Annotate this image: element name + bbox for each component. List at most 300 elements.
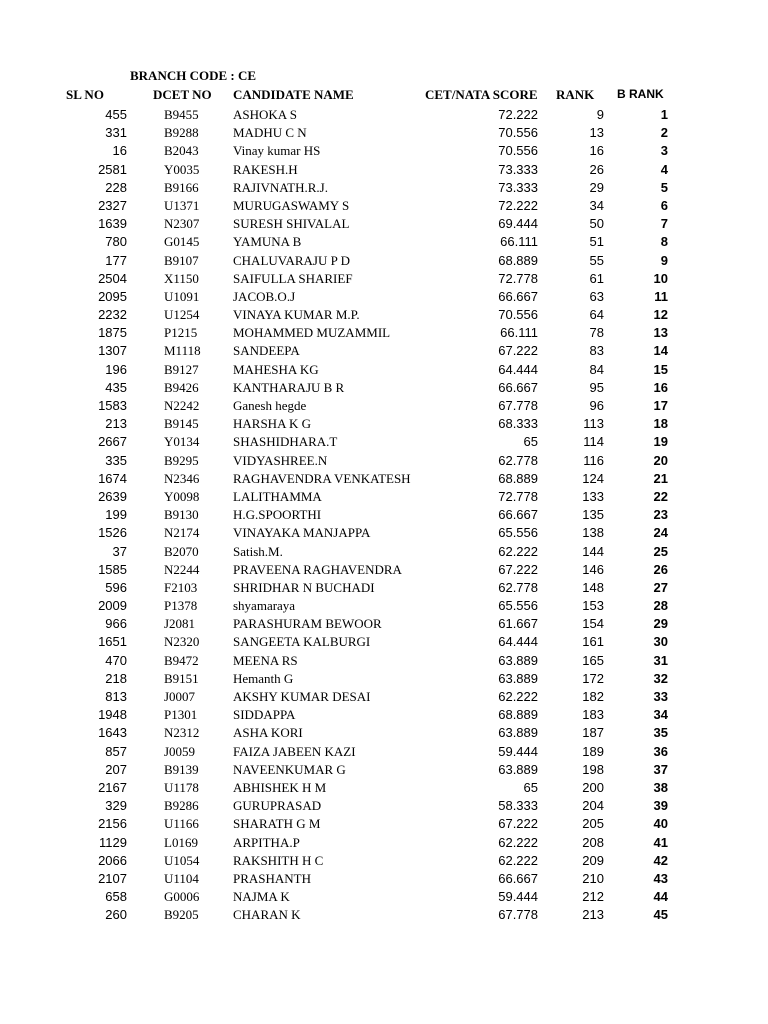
candidate-name-cell: SURESH SHIVALAL [233,216,350,232]
candidate-name-cell: ASHA KORI [233,725,303,741]
rank-cell: 26 [589,161,604,177]
b-rank-cell: 28 [653,598,668,614]
rank-cell: 96 [589,398,604,413]
rank-cell: 29 [589,179,604,195]
candidate-name-cell: LALITHAMMA [233,488,322,504]
sl-no-cell: 1875 [98,325,127,341]
b-rank-cell: 3 [660,143,668,159]
candidate-name-cell: ARPITHA.P [233,834,300,850]
score-cell: 72.222 [498,197,538,213]
dcet-no-cell: U1166 [164,816,199,832]
sl-no-cell: 2107 [98,870,127,886]
sl-no-cell: 1674 [98,470,127,486]
candidate-name-cell: ASHOKA S [233,107,297,122]
score-cell: 66.667 [498,288,538,304]
table-row [0,433,768,451]
sl-no-cell: 213 [105,416,127,432]
sl-no-cell: 2167 [98,779,127,795]
table-row [0,688,768,706]
sl-no-cell: 2232 [98,307,127,323]
rank-cell: 208 [582,834,604,850]
score-cell: 63.889 [498,761,538,777]
rank-cell: 161 [582,634,604,650]
candidate-name-cell: MEENA RS [233,652,298,668]
score-cell: 66.111 [500,234,538,250]
table-row [0,106,768,124]
dcet-no-cell: J0007 [164,689,196,704]
dcet-no-cell: X1150 [164,270,199,286]
sl-no-cell: 207 [105,761,127,777]
table-row [0,252,768,270]
dcet-no-cell: U1054 [164,852,200,868]
candidate-name-cell: AKSHY KUMAR DESAI [233,689,371,704]
score-cell: 62.222 [498,543,538,559]
score-cell: 73.333 [498,161,538,177]
b-rank-cell: 13 [653,325,668,341]
sl-no-cell: 1307 [98,343,127,359]
b-rank-cell: 8 [660,234,668,250]
rank-cell: 133 [582,488,604,504]
rank-cell: 135 [582,507,604,523]
dcet-no-cell: U1091 [164,288,200,304]
table-row [0,397,768,415]
sl-no-cell: 2639 [98,488,127,504]
rank-cell: 61 [589,270,604,286]
b-rank-cell: 33 [653,689,668,704]
sl-no-cell: 335 [105,452,127,468]
dcet-no-cell: B2043 [164,143,199,159]
score-cell: 72.778 [498,488,538,504]
sl-no-cell: 260 [105,907,127,923]
b-rank-cell: 14 [653,343,668,359]
rank-cell: 212 [582,889,604,905]
candidate-name-cell: FAIZA JABEEN KAZI [233,743,356,759]
table-row [0,852,768,870]
rank-cell: 95 [589,379,604,395]
rank-cell: 198 [582,761,604,777]
score-cell: 66.667 [498,870,538,886]
dcet-no-cell: L0169 [164,834,198,850]
b-rank-cell: 23 [653,507,668,523]
table-row [0,379,768,397]
score-cell: 72.778 [498,270,538,286]
sl-no-cell: 177 [105,252,127,268]
score-cell: 68.889 [498,470,538,486]
b-rank-cell: 20 [653,452,668,468]
table-row [0,579,768,597]
candidate-name-cell: GURUPRASAD [233,798,322,814]
candidate-name-cell: VIDYASHREE.N [233,452,328,468]
sl-no-cell: 2327 [98,197,127,213]
b-rank-cell: 26 [653,561,668,577]
b-rank-cell: 29 [653,616,668,632]
dcet-no-cell: B9295 [164,452,199,468]
b-rank-cell: 27 [653,579,668,595]
rank-cell: 124 [582,470,604,486]
candidate-name-cell: ABHISHEK H M [233,779,327,795]
header-candidate-name: CANDIDATE NAME [233,87,354,102]
candidate-name-cell: shyamaraya [233,598,296,614]
sl-no-cell: 2009 [98,598,127,614]
score-cell: 58.333 [498,798,538,814]
candidate-name-cell: Satish.M. [233,543,283,559]
dcet-no-cell: B9107 [164,252,199,268]
sl-no-cell: 780 [105,234,127,250]
dcet-no-cell: G0006 [164,889,200,905]
dcet-no-cell: Y0098 [164,488,200,504]
rank-cell: 63 [589,288,604,304]
candidate-name-cell: Vinay kumar HS [233,143,321,159]
b-rank-cell: 35 [653,725,668,741]
table-row [0,561,768,579]
rank-cell: 172 [582,670,604,686]
dcet-no-cell: N2174 [164,525,200,541]
dcet-no-cell: B9426 [164,379,199,395]
dcet-no-cell: N2320 [164,634,200,650]
rank-cell: 16 [589,143,604,159]
candidate-name-cell: SIDDAPPA [233,707,296,723]
score-cell: 64.444 [498,361,538,377]
table-row [0,706,768,724]
dcet-no-cell: U1178 [164,779,199,795]
sl-no-cell: 435 [105,379,127,395]
score-cell: 65 [523,434,538,450]
rank-cell: 113 [583,416,604,432]
table-row [0,761,768,779]
b-rank-cell: 2 [660,125,668,141]
rank-cell: 13 [589,125,604,141]
sl-no-cell: 1948 [98,707,127,723]
table-row [0,415,768,433]
candidate-name-cell: MOHAMMED MUZAMMIL [233,325,391,341]
table-row [0,506,768,524]
score-cell: 59.444 [498,743,538,759]
score-cell: 67.222 [498,816,538,832]
dcet-no-cell: B9472 [164,652,199,668]
dcet-no-cell: B9145 [164,416,199,432]
candidate-name-cell: MAHESHA KG [233,361,319,377]
b-rank-cell: 42 [653,852,668,868]
table-row [0,215,768,233]
candidate-name-cell: Ganesh hegde [233,398,307,413]
b-rank-cell: 18 [653,416,668,432]
table-row [0,615,768,633]
b-rank-cell: 6 [660,197,668,213]
sl-no-cell: 966 [105,616,127,632]
table-row [0,161,768,179]
candidate-name-cell: SAIFULLA SHARIEF [233,270,353,286]
dcet-no-cell: P1301 [164,707,198,723]
table-row [0,488,768,506]
score-cell: 63.889 [498,652,538,668]
sl-no-cell: 1643 [98,725,127,741]
dcet-no-cell: J2081 [164,616,196,632]
dcet-no-cell: U1371 [164,197,200,213]
table-row [0,779,768,797]
candidate-name-cell: SHASHIDHARA.T [233,434,338,450]
b-rank-cell: 25 [653,543,668,559]
rank-cell: 209 [582,852,604,868]
score-cell: 70.556 [498,143,538,159]
b-rank-cell: 15 [653,361,668,377]
dcet-no-cell: P1378 [164,598,198,614]
table-row [0,543,768,561]
rank-cell: 55 [589,252,604,268]
score-cell: 68.889 [498,707,538,723]
candidate-name-cell: RAKESH.H [233,161,298,177]
rank-cell: 200 [582,779,604,795]
candidate-name-cell: PRASHANTH [233,870,312,886]
table-row [0,724,768,742]
table-row [0,306,768,324]
rank-cell: 182 [582,689,604,704]
b-rank-cell: 22 [653,488,668,504]
score-cell: 69.444 [498,216,538,232]
candidate-name-cell: RAJIVNATH.R.J. [233,179,328,195]
rank-cell: 153 [582,598,604,614]
rank-cell: 154 [582,616,604,632]
b-rank-cell: 41 [653,834,668,850]
rank-cell: 204 [582,798,604,814]
sl-no-cell: 658 [105,889,127,905]
b-rank-cell: 36 [653,743,668,759]
candidate-name-cell: NAJMA K [233,889,290,905]
candidate-name-cell: RAGHAVENDRA VENKATESH [233,470,411,486]
rank-cell: 34 [589,197,604,213]
score-cell: 67.222 [498,561,538,577]
b-rank-cell: 1 [660,107,668,122]
branch-code-title: BRANCH CODE : CE [130,68,257,83]
sl-no-cell: 2066 [98,852,127,868]
rank-cell: 205 [582,816,604,832]
b-rank-cell: 31 [653,652,668,668]
candidate-name-cell: VINAYAKA MANJAPPA [233,525,371,541]
dcet-no-cell: B9139 [164,761,199,777]
b-rank-cell: 40 [653,816,668,832]
dcet-no-cell: N2346 [164,470,200,486]
table-row [0,670,768,688]
score-cell: 66.667 [498,379,538,395]
b-rank-cell: 5 [660,179,668,195]
score-cell: 59.444 [498,889,538,905]
table-row [0,452,768,470]
table-row [0,888,768,906]
score-cell: 67.778 [498,398,538,413]
dcet-no-cell: N2307 [164,216,200,232]
sl-no-cell: 2504 [98,270,127,286]
sl-no-cell: 1526 [98,525,127,541]
candidate-name-cell: MADHU C N [233,125,307,141]
rank-cell: 213 [582,907,604,923]
sl-no-cell: 596 [105,579,127,595]
dcet-no-cell: B9151 [164,670,199,686]
score-cell: 62.222 [498,834,538,850]
score-cell: 72.222 [498,107,538,122]
sl-no-cell: 331 [105,125,127,141]
sl-no-cell: 228 [105,179,127,195]
candidate-name-cell: YAMUNA B [233,234,302,250]
table-row [0,361,768,379]
dcet-no-cell: M1118 [164,343,201,359]
table-row [0,597,768,615]
b-rank-cell: 32 [653,670,668,686]
candidate-name-cell: Hemanth G [233,670,294,686]
candidate-name-cell: SHARATH G M [233,816,321,832]
dcet-no-cell: N2312 [164,725,200,741]
dcet-no-cell: U1254 [164,307,200,323]
b-rank-cell: 10 [653,270,668,286]
dcet-no-cell: B9127 [164,361,199,377]
table-row [0,233,768,251]
dcet-no-cell: Y0134 [164,434,200,450]
sl-no-cell: 1639 [98,216,127,232]
sl-no-cell: 1129 [99,834,127,850]
dcet-no-cell: U1104 [164,870,199,886]
sl-no-cell: 2581 [98,161,127,177]
dcet-no-cell: B9130 [164,507,199,523]
sl-no-cell: 2156 [98,816,127,832]
dcet-no-cell: B2070 [164,543,199,559]
rank-cell: 84 [589,361,604,377]
table-row [0,906,768,924]
header-dcet-no: DCET NO [153,87,212,102]
table-row [0,652,768,670]
candidate-name-cell: HARSHA K G [233,416,312,432]
dcet-no-cell: B9205 [164,907,199,923]
score-cell: 65.556 [498,598,538,614]
b-rank-cell: 43 [653,870,668,886]
dcet-no-cell: B9166 [164,179,199,195]
candidate-name-cell: KANTHARAJU B R [233,379,345,395]
candidate-name-cell: SANDEEPA [233,343,300,359]
rank-cell: 165 [582,652,604,668]
b-rank-cell: 16 [653,379,668,395]
dcet-no-cell: J0059 [164,743,196,759]
header-sl-no: SL NO [66,87,104,102]
score-cell: 66.111 [500,325,538,341]
b-rank-cell: 21 [653,470,668,486]
table-row [0,470,768,488]
dcet-no-cell: B9286 [164,798,199,814]
rank-cell: 189 [582,743,604,759]
score-cell: 65.556 [498,525,538,541]
b-rank-cell: 12 [653,307,668,323]
sl-no-cell: 2095 [98,288,127,304]
score-cell: 63.889 [498,725,538,741]
b-rank-cell: 4 [660,161,668,177]
table-row [0,270,768,288]
candidate-name-cell: CHARAN K [233,907,301,923]
b-rank-cell: 11 [654,288,668,304]
sl-no-cell: 455 [105,107,127,122]
b-rank-cell: 38 [653,779,668,795]
score-cell: 61.667 [498,616,538,632]
b-rank-cell: 34 [653,707,668,723]
score-cell: 70.556 [498,307,538,323]
candidate-name-cell: SANGEETA KALBURGI [233,634,371,650]
score-cell: 64.444 [498,634,538,650]
b-rank-cell: 17 [653,398,668,413]
score-cell: 62.222 [498,689,538,704]
dcet-no-cell: N2242 [164,398,200,413]
table-row [0,834,768,852]
score-cell: 73.333 [498,179,538,195]
score-cell: 62.222 [498,852,538,868]
sl-no-cell: 1585 [98,561,127,577]
sl-no-cell: 329 [105,798,127,814]
dcet-no-cell: F2103 [164,579,198,595]
dcet-no-cell: G0145 [164,234,200,250]
candidate-name-cell: NAVEENKUMAR G [233,761,346,777]
rank-cell: 138 [582,525,604,541]
rank-cell: 83 [589,343,604,359]
b-rank-cell: 30 [653,634,668,650]
rank-cell: 144 [582,543,604,559]
header-score: CET/NATA SCORE [425,87,538,102]
table-row [0,124,768,142]
score-cell: 65 [523,779,538,795]
rank-cell: 114 [583,434,604,450]
dcet-no-cell: B9288 [164,125,199,141]
table-row [0,142,768,160]
b-rank-cell: 45 [653,907,668,923]
score-cell: 68.889 [498,252,538,268]
rank-cell: 51 [589,234,604,250]
sl-no-cell: 1651 [98,634,127,650]
table-row [0,342,768,360]
candidate-table [0,106,768,924]
score-cell: 67.222 [498,343,538,359]
dcet-no-cell: Y0035 [164,161,200,177]
table-row [0,524,768,542]
sl-no-cell: 2667 [98,434,127,450]
sl-no-cell: 218 [105,670,127,686]
table-row [0,288,768,306]
score-cell: 62.778 [498,452,538,468]
rank-cell: 64 [589,307,604,323]
table-row [0,179,768,197]
b-rank-cell: 9 [660,252,668,268]
sl-no-cell: 470 [105,652,127,668]
table-row [0,815,768,833]
rank-cell: 187 [582,725,604,741]
header-rank: RANK [556,87,595,102]
candidate-name-cell: CHALUVARAJU P D [233,252,351,268]
sl-no-cell: 813 [105,689,127,704]
rank-cell: 146 [582,561,604,577]
b-rank-cell: 37 [653,761,668,777]
candidate-name-cell: PRAVEENA RAGHAVENDRA [233,561,402,577]
table-row [0,797,768,815]
sl-no-cell: 37 [112,543,127,559]
table-row [0,633,768,651]
score-cell: 66.667 [498,507,538,523]
sl-no-cell: 857 [105,743,127,759]
candidate-name-cell: MURUGASWAMY S [233,197,350,213]
header-b-rank: B RANK [617,87,664,101]
table-row [0,324,768,342]
b-rank-cell: 7 [660,216,668,232]
dcet-no-cell: N2244 [164,561,200,577]
score-cell: 63.889 [498,670,538,686]
candidate-name-cell: RAKSHITH H C [233,852,324,868]
rank-cell: 148 [582,579,604,595]
table-row [0,870,768,888]
b-rank-cell: 24 [653,525,668,541]
score-cell: 70.556 [498,125,538,141]
sl-no-cell: 199 [105,507,127,523]
dcet-no-cell: P1215 [164,325,198,341]
